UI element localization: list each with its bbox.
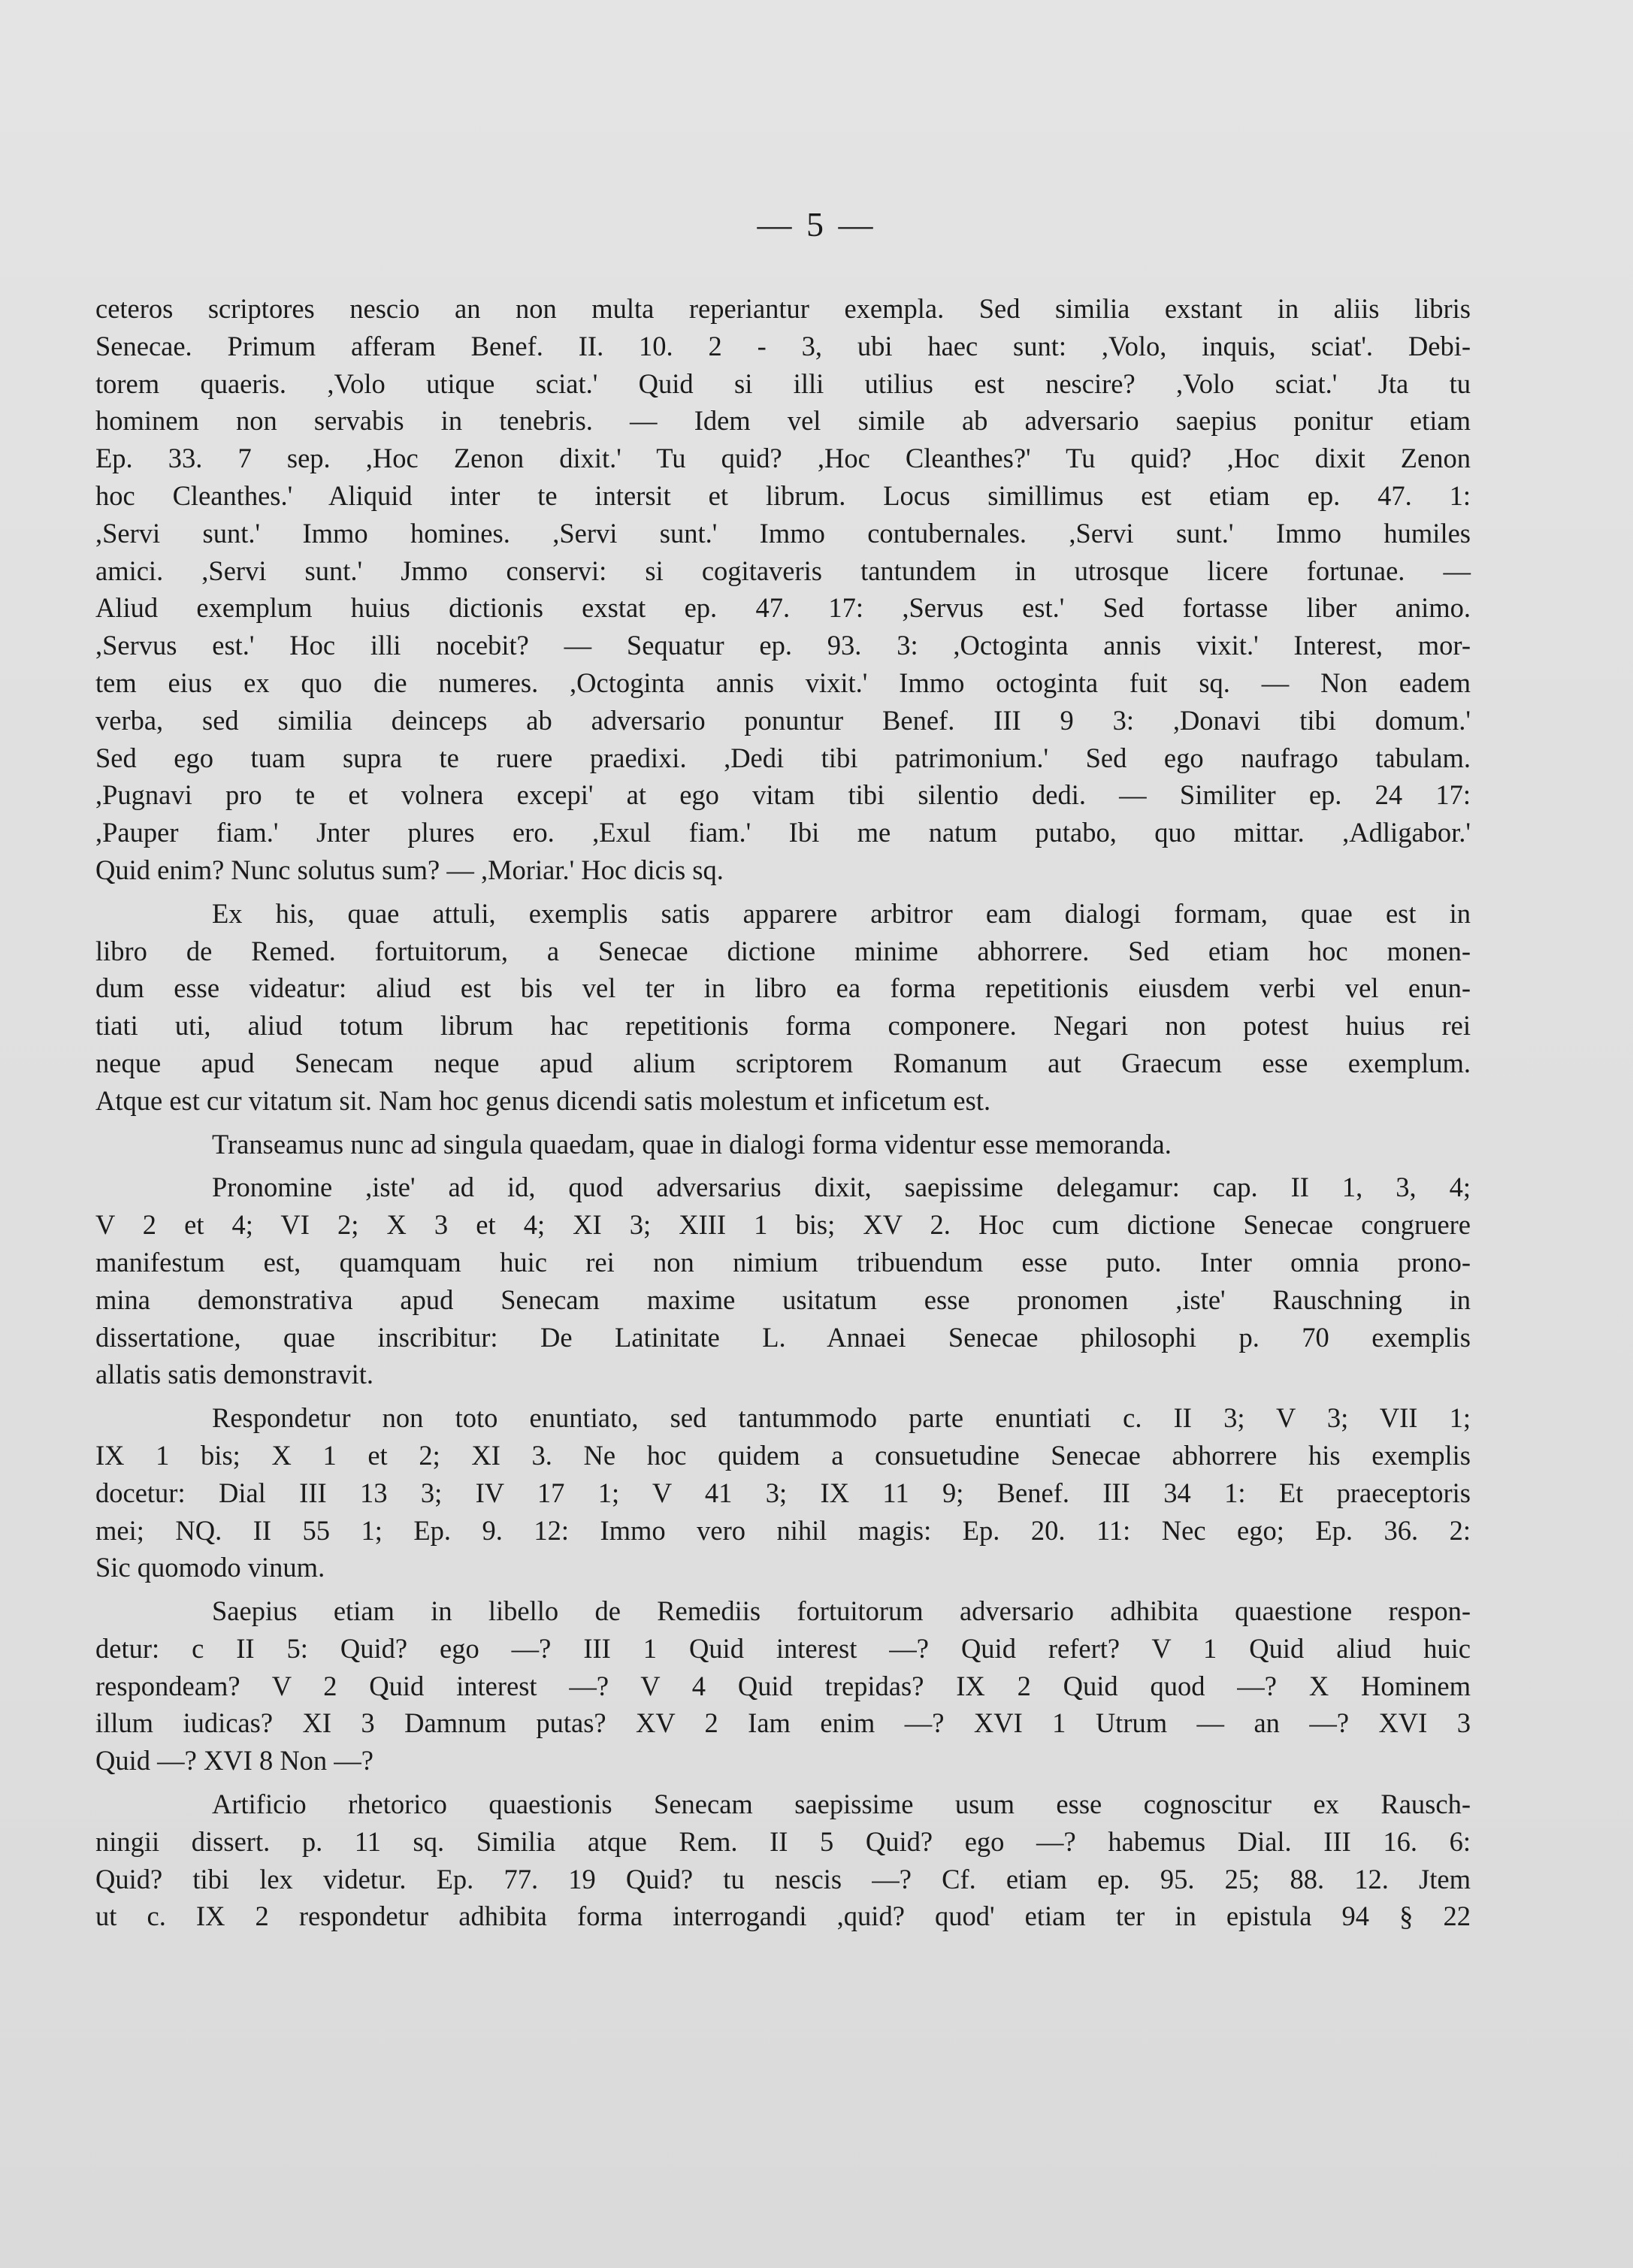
text-line: Sic quomodo vinum. (95, 1552, 325, 1583)
paragraph (95, 1399, 1471, 1586)
text-line: tiati uti, aliud totum librum hac repetitionis forma componere. Negari non potest huius rei (95, 1010, 1471, 1042)
text-line: Atque est cur vitatum sit. Nam hoc genus dicendi satis molestum et inficetum est. (95, 1084, 991, 1116)
text-line: libro de Remed. fortuitorum, a Senecae dictione minime abhorrere. Sed etiam hoc monen- (95, 935, 1471, 966)
text-line: Aliud exemplum huius dictionis exstat ep. 47. 17: ,Servus est.' Sed fortasse liber animo. (95, 592, 1471, 624)
text-line: Quid? tibi lex videtur. Ep. 77. 19 Quid? tu nescis —? Cf. etiam ep. 95. 25; 88. 12. Jtem (95, 1863, 1471, 1895)
text-line: Senecae. Primum afferam Benef. II. 10. 2 - 3, ubi haec sunt: ,Volo, inquis, sciat'. Debi- (95, 330, 1471, 361)
text-line: Artificio rhetorico quaestionis Senecam saepissime usum esse cognoscitur ex Rausch- (212, 1789, 1471, 1820)
text-line: V 2 et 4; VI 2; X 3 et 4; XI 3; XIII 1 bis; XV 2. Hoc cum dictione Senecae congruere (95, 1209, 1471, 1241)
text-line: hominem non servabis in tenebris. — Idem vel simile ab adversario saepius ponitur etiam (95, 405, 1471, 437)
text-line: hoc Cleanthes.' Aliquid inter te intersit et librum. Locus simillimus est etiam ep. 47. 1: (95, 479, 1471, 511)
text-line: Quid enim? Nunc solutus sum? — ,Moriar.' Hoc dicis sq. (95, 854, 724, 885)
text-line: Quid —? XVI 8 Non —? (95, 1745, 374, 1777)
paragraph (95, 1786, 1471, 1935)
text-line: Saepius etiam in libello de Remediis fortuitorum adversario adhibita quaestione respon- (212, 1595, 1471, 1627)
paragraph (95, 1126, 1471, 1163)
text-line: amici. ,Servi sunt.' Jmmo conservi: si cogitaveris tantundem in utrosque licere fortunae. — (95, 555, 1471, 586)
text-line: IX 1 bis; X 1 et 2; XI 3. Ne hoc quidem a consuetudine Senecae abhorrere his exemplis (95, 1439, 1471, 1471)
text-line: ,Servus est.' Hoc illi nocebit? — Sequatur ep. 93. 3: ,Octoginta annis vixit.' Interest, mor- (95, 630, 1471, 661)
paragraph (95, 290, 1471, 889)
text-line: dum esse videatur: aliud est bis vel ter in libro ea forma repetitionis eiusdem verbi vel enun- (95, 972, 1471, 1004)
text-line: illum iudicas? XI 3 Damnum putas? XV 2 Iam enim —? XVI 1 Utrum — an —? XVI 3 (95, 1707, 1471, 1739)
text-line: manifestum est, quamquam huic rei non nimium tribuendum esse puto. Inter omnia prono- (95, 1246, 1471, 1278)
text-line: Respondetur non toto enuntiato, sed tantummodo parte enuntiati c. II 3; V 3; VII 1; (212, 1402, 1471, 1434)
paragraph (95, 1169, 1471, 1393)
body-text (95, 290, 1471, 1935)
text-line: Sed ego tuam supra te ruere praedixi. ,Dedi tibi patrimonium.' Sed ego naufrago tabulam. (95, 742, 1471, 773)
paragraph (95, 1592, 1471, 1780)
text-line: neque apud Senecam neque apud alium scriptorem Romanum aut Graecum esse exemplum. (95, 1047, 1471, 1078)
page-number: — 5 — (757, 205, 876, 243)
text-line: respondeam? V 2 Quid interest —? V 4 Quid trepidas? IX 2 Quid quod —? X Hominem (95, 1670, 1471, 1701)
text-line: detur: c II 5: Quid? ego —? III 1 Quid interest —? Quid refert? V 1 Quid aliud huic (95, 1632, 1471, 1664)
text-line: verba, sed similia deinceps ab adversario ponuntur Benef. III 9 3: ,Donavi tibi domum.' (95, 704, 1471, 736)
text-line: docetur: Dial III 13 3; IV 17 1; V 41 3; IX 11 9; Benef. III 34 1: Et praeceptoris (95, 1477, 1471, 1508)
text-line: Pronomine ,iste' ad id, quod adversarius dixit, saepissime delegamur: cap. II 1, 3, 4; (212, 1172, 1471, 1203)
paragraph (95, 895, 1471, 1120)
text-line: Ep. 33. 7 sep. ,Hoc Zenon dixit.' Tu quid? ,Hoc Cleanthes?' Tu quid? ,Hoc dixit Zenon (95, 443, 1471, 474)
text-line: ,Pauper fiam.' Jnter plures ero. ,Exul fiam.' Ibi me natum putabo, quo mittar. ,Adligabor.' (95, 817, 1471, 848)
text-line: mina demonstrativa apud Senecam maxime usitatum esse pronomen ,iste' Rauschning in (95, 1284, 1471, 1315)
text-line: ,Pugnavi pro te et volnera excepi' at ego vitam tibi silentio dedi. — Similiter ep. 24 17: (95, 779, 1471, 811)
text-line: ,Servi sunt.' Immo homines. ,Servi sunt.' Immo contubernales. ,Servi sunt.' Immo humiles (95, 517, 1471, 549)
text-line: mei; NQ. II 55 1; Ep. 9. 12: Immo vero nihil magis: Ep. 20. 11: Nec ego; Ep. 36. 2: (95, 1514, 1471, 1546)
text-line: dissertatione, quae inscribitur: De Latinitate L. Annaei Senecae philosophi p. 70 exemplis (95, 1321, 1471, 1353)
text-line: allatis satis demonstravit. (95, 1359, 374, 1390)
text-line: torem quaeris. ,Volo utique sciat.' Quid si illi utilius est nescire? ,Volo sciat.' Jta tu (95, 367, 1471, 399)
text-line: ningii dissert. p. 11 sq. Similia atque Rem. II 5 Quid? ego —? habemus Dial. III 16. 6: (95, 1825, 1471, 1857)
text-line: Ex his, quae attuli, exemplis satis apparere arbitror eam dialogi formam, quae est in (212, 897, 1471, 929)
text-line: ceteros scriptores nescio an non multa reperiantur exempla. Sed similia exstant in aliis libris (95, 293, 1471, 324)
text-line: Transeamus nunc ad singula quaedam, quae in dialogi forma videntur esse memoranda. (212, 1128, 1172, 1160)
text-line: ut c. IX 2 respondetur adhibita forma interrogandi ,quid? quod' etiam ter in epistula 94 § 22 (95, 1901, 1471, 1932)
text-line: tem eius ex quo die numeres. ,Octoginta annis vixit.' Immo octoginta fuit sq. — Non eadem (95, 667, 1471, 698)
